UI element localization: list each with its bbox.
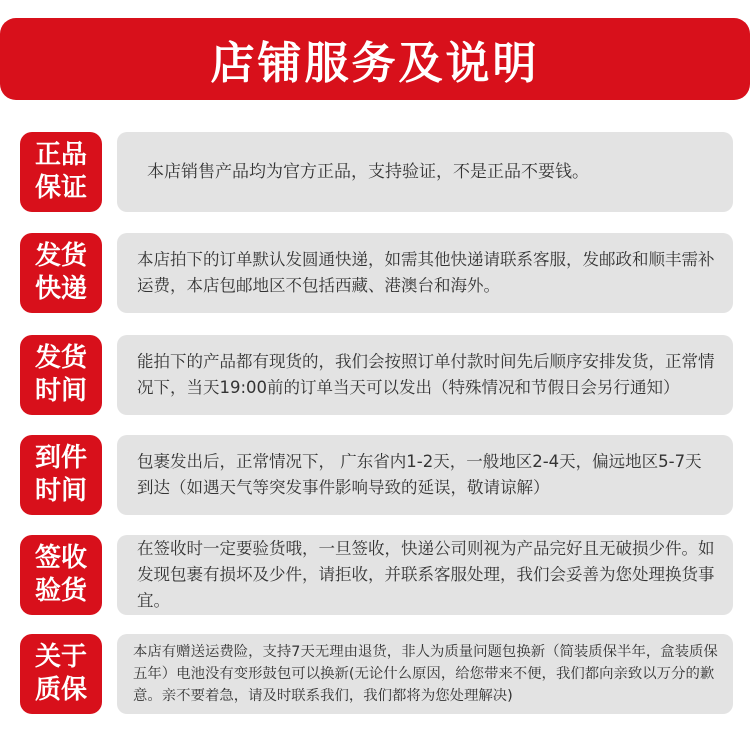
badge-line-2: 快递 bbox=[34, 274, 87, 304]
badge-line-2: 质保 bbox=[34, 675, 87, 705]
section-text-box bbox=[117, 132, 733, 212]
page-title: 店铺服务及说明 bbox=[210, 38, 540, 89]
section-text: 本店有赠送运费险，支持7天无理由退货，非人为质量问题包换新（简装质保半年，盒装质保五年）电池没有变形鼓包可以换新(无论什么原因，给您带来不便，我们都向亲致以万分的歉意。亲不要着急，请及时联系我们，我们都将为您处理解决) bbox=[133, 644, 718, 704]
badge-line-2: 时间 bbox=[34, 376, 87, 406]
section-text: 能拍下的产品都有现货的，我们会按照订单付款时间先后顺序安排发货，正常情况下，当天19:00前的订单当天可以发出（特殊情况和节假日会另行通知） bbox=[137, 352, 715, 397]
badge-line-1: 签收 bbox=[34, 543, 87, 573]
section-text-box bbox=[117, 535, 733, 615]
badge-line-2: 验货 bbox=[34, 576, 87, 606]
section-badge bbox=[20, 634, 102, 714]
section-text-box bbox=[117, 435, 733, 515]
section-badge bbox=[20, 132, 102, 212]
section-text: 在签收时一定要验货哦，一旦签收，快递公司则视为产品完好且无破损少件。如发现包裹有损坏及少件，请拒收，并联系客服处理，我们会妥善为您处理换货事宜。 bbox=[137, 539, 715, 610]
badge-line-1: 关于 bbox=[34, 642, 87, 672]
section-text: 本店拍下的订单默认发圆通快递，如需其他快递请联系客服，发邮政和顺丰需补运费，本店包邮地区不包括西藏、港澳台和海外。 bbox=[137, 250, 715, 295]
section-text-box bbox=[117, 233, 733, 313]
section-text-box bbox=[117, 335, 733, 415]
badge-line-2: 时间 bbox=[34, 476, 87, 506]
section-badge bbox=[20, 535, 102, 615]
section-badge bbox=[20, 233, 102, 313]
badge-line-2: 保证 bbox=[34, 173, 87, 203]
badge-line-1: 发货 bbox=[34, 343, 87, 373]
badge-line-1: 发货 bbox=[34, 241, 87, 271]
header-banner bbox=[0, 18, 750, 100]
section-text: 本店销售产品均为官方正品，支持验证，不是正品不要钱。 bbox=[147, 162, 589, 182]
badge-line-1: 到件 bbox=[34, 443, 87, 473]
section-text: 包裹发出后，正常情况下， 广东省内1-2天，一般地区2-4天，偏远地区5-7天到达（如遇天气等突发事件影响导致的延误，敬请谅解） bbox=[137, 452, 702, 497]
section-badge bbox=[20, 435, 102, 515]
section-badge bbox=[20, 335, 102, 415]
section-text-box bbox=[117, 634, 733, 714]
badge-line-1: 正品 bbox=[34, 140, 87, 170]
